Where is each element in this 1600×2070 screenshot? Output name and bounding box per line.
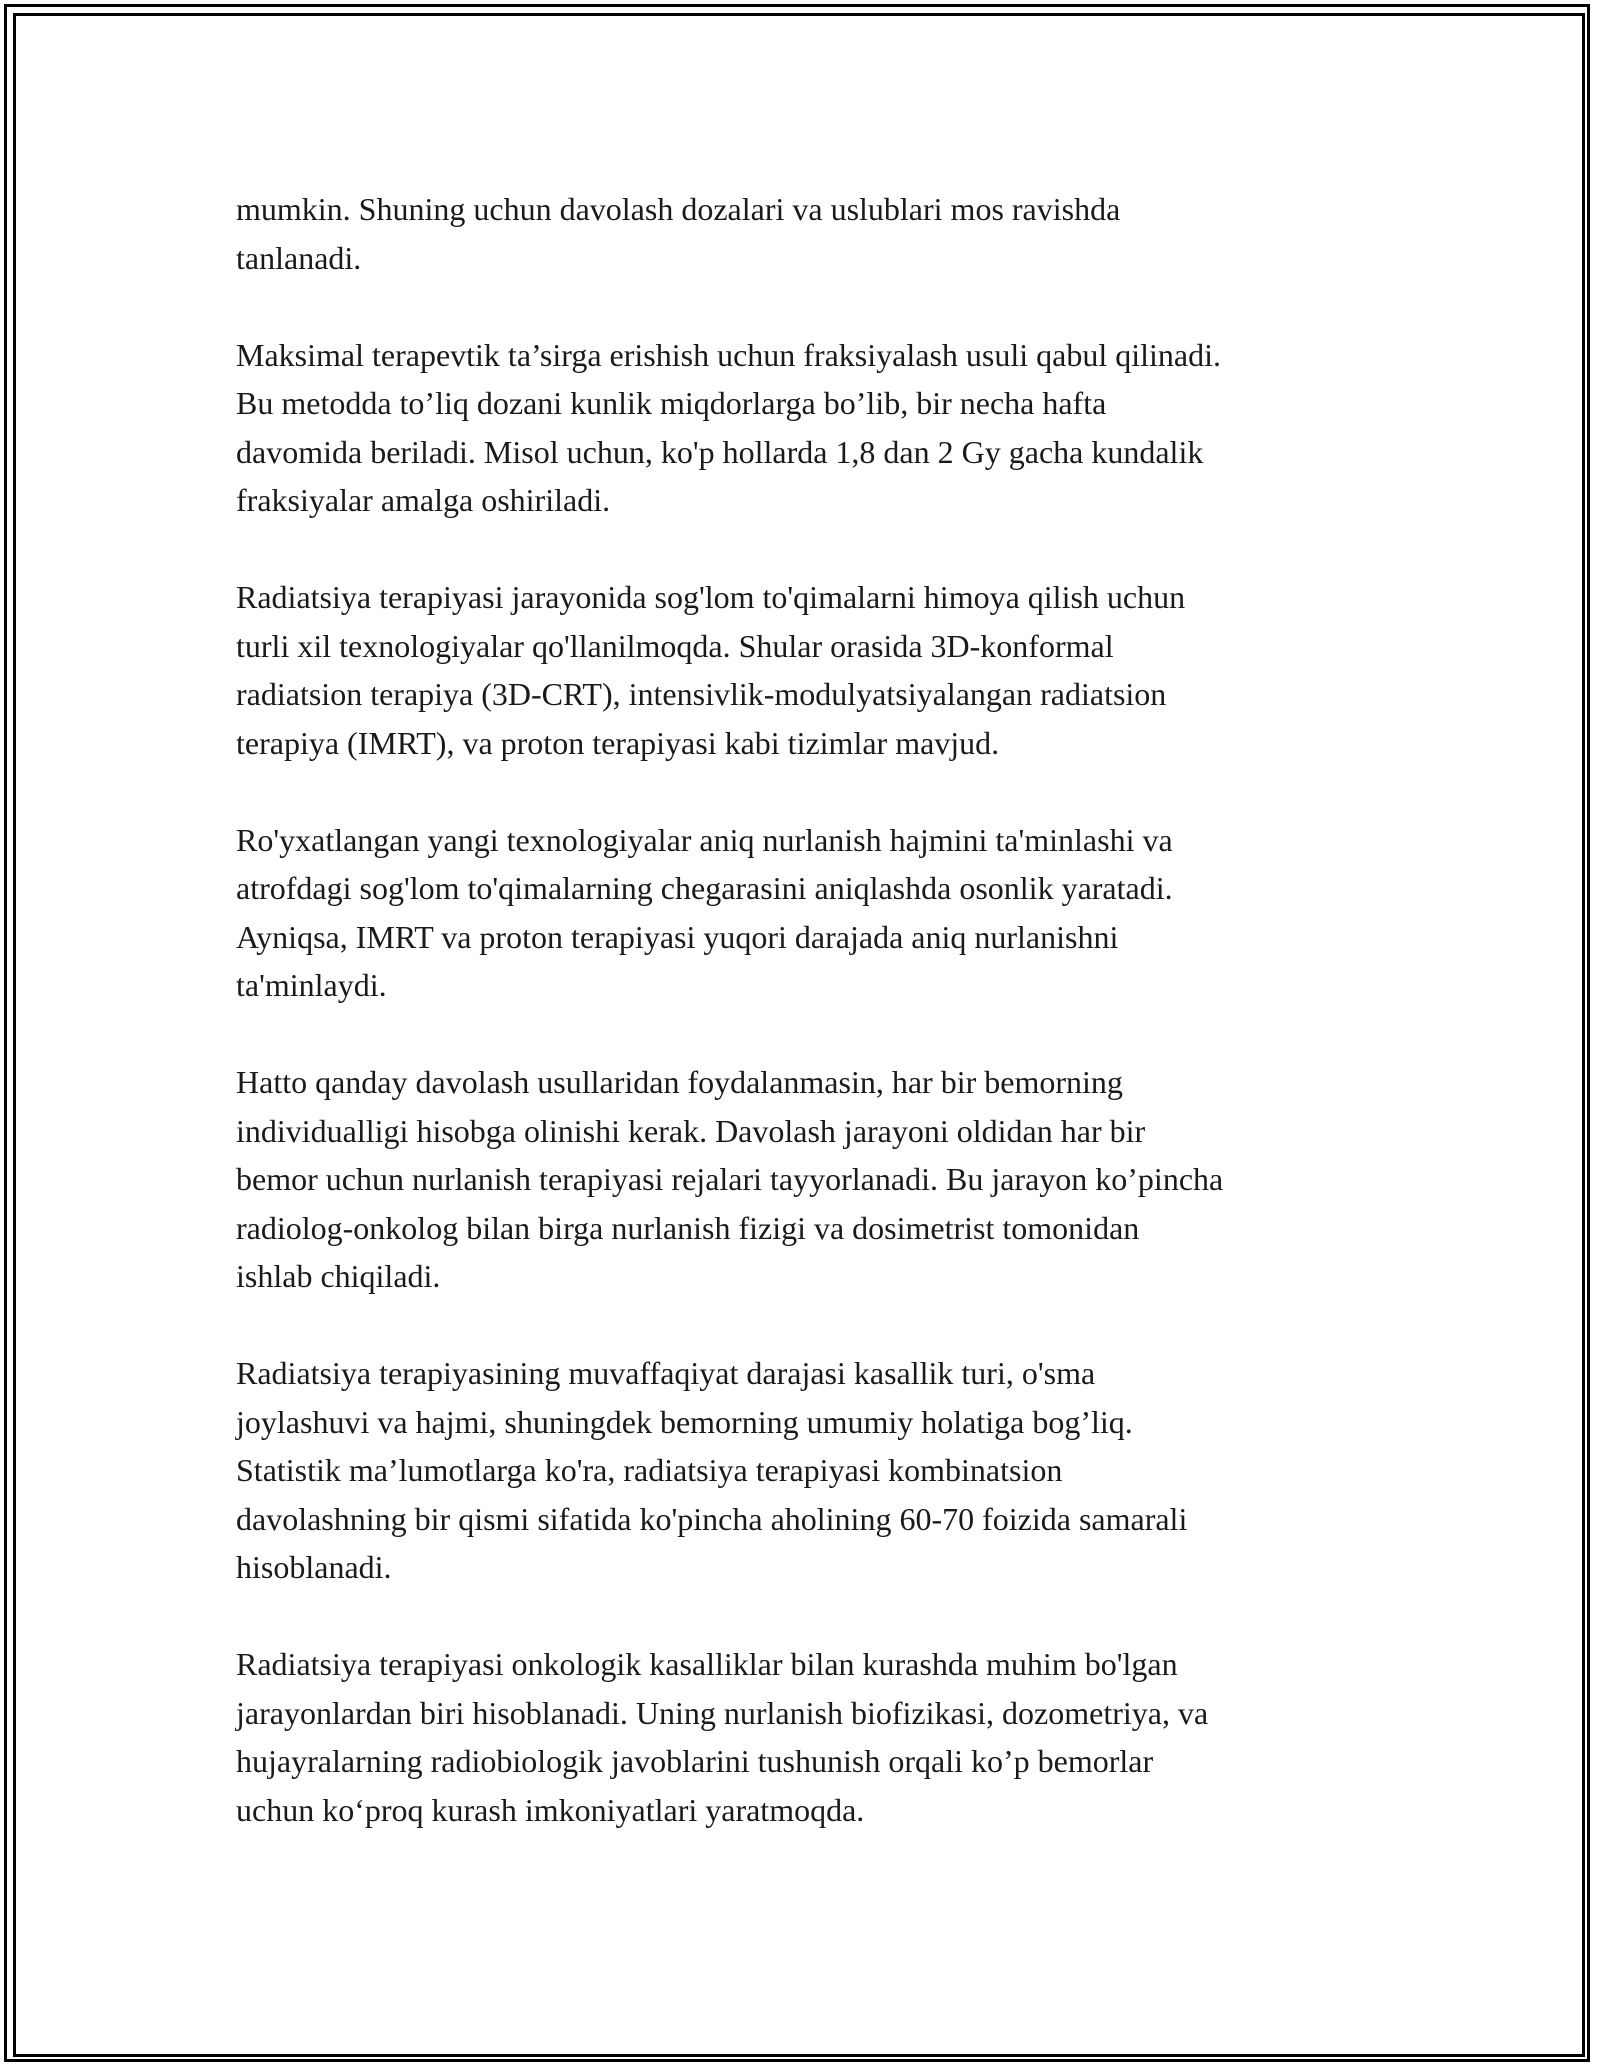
paragraph-precision [236,816,1386,1010]
text-line: joylashuvi va hajmi, shuningdek bemorning umumiy holatiga bog’liq. [236,1403,1133,1440]
text-line: bemor uchun nurlanish terapiyasi rejalari tayyorlanadi. Bu jarayon ko’pincha [236,1161,1224,1197]
paragraph-individual-planning [236,1058,1386,1301]
text-line: fraksiyalar amalga oshiriladi. [236,482,611,518]
text-line: radiatsion terapiya (3D-CRT), intensivlik-modulyatsiyalangan radiatsion [236,676,1167,712]
text-line: Radiatsiya terapiyasi jarayonida sog'lom to'qimalarni himoya qilish uchun [236,579,1186,615]
text-line: Bu metodda to’liq dozani kunlik miqdorlarga bo’lib, bir necha hafta [236,385,1107,421]
text-line: turli xil texnologiyalar qo'llanilmoqda. Shular orasida 3D-konformal [236,627,1114,664]
paragraph-continuation [236,185,1386,282]
text-line: Ro'yxatlangan yangi texnologiyalar aniq nurlanish hajmini ta'minlashi va [236,821,1173,858]
text-line: individualligi hisobga olinishi kerak. Davolash jarayoni oldidan har bir [236,1112,1146,1149]
text-line: Statistik ma’lumotlarga ko'ra, radiatsiya terapiyasi kombinatsion [236,1452,1063,1488]
text-line: mumkin. Shuning uchun davolash dozalari va uslublari mos ravishda [236,191,1121,227]
text-line: atrofdagi sog'lom to'qimalarning chegarasini aniqlashda osonlik yaratadi. [236,870,1173,906]
text-line: Radiatsiya terapiyasi onkologik kasalliklar bilan kurashda muhim bo'lgan [236,1646,1178,1682]
text-line: radiolog-onkolog bilan birga nurlanish fizigi va dosimetrist tomonidan [236,1209,1140,1246]
text-line: Radiatsiya terapiyasining muvaffaqiyat darajasi kasallik turi, o'sma [236,1355,1096,1391]
text-line: ishlab chiqiladi. [236,1258,441,1294]
text-line: Ayniqsa, IMRT va proton terapiyasi yuqori darajada aniq nurlanishni [236,918,1119,955]
text-line: Maksimal terapevtik ta’sirga erishish uchun fraksiyalash usuli qabul qilinadi. [236,336,1221,373]
text-line: ta'minlaydi. [236,967,387,1003]
paragraph-conclusion [236,1640,1386,1834]
text-line: tanlanadi. [236,239,362,276]
paragraph-fractionation [236,331,1386,525]
text-line: terapiya (IMRT), va proton terapiyasi kabi tizimlar mavjud. [236,724,1000,761]
text-line: davomida beriladi. Misol uchun, ko'p hollarda 1,8 dan 2 Gy gacha kundalik [236,433,1204,470]
text-line: hujayralarning radiobiologik javoblarini tushunish orqali ko’p bemorlar [236,1743,1154,1779]
paragraph-technologies [236,573,1386,767]
text-line: jarayonlardan biri hisoblanadi. Uning nurlanish biofizikasi, dozometriya, va [236,1694,1209,1731]
paragraph-success-rate [236,1349,1386,1592]
text-line: hisoblanadi. [236,1549,392,1585]
text-line: davolashning bir qismi sifatida ko'pincha aholining 60-70 foizida samarali [236,1500,1188,1537]
text-line: Hatto qanday davolash usullaridan foydalanmasin, har bir bemorning [236,1064,1123,1100]
document-body [236,185,1386,1883]
text-line: uchun ko‘proq kurash imkoniyatlari yaratmoqda. [236,1791,865,1828]
